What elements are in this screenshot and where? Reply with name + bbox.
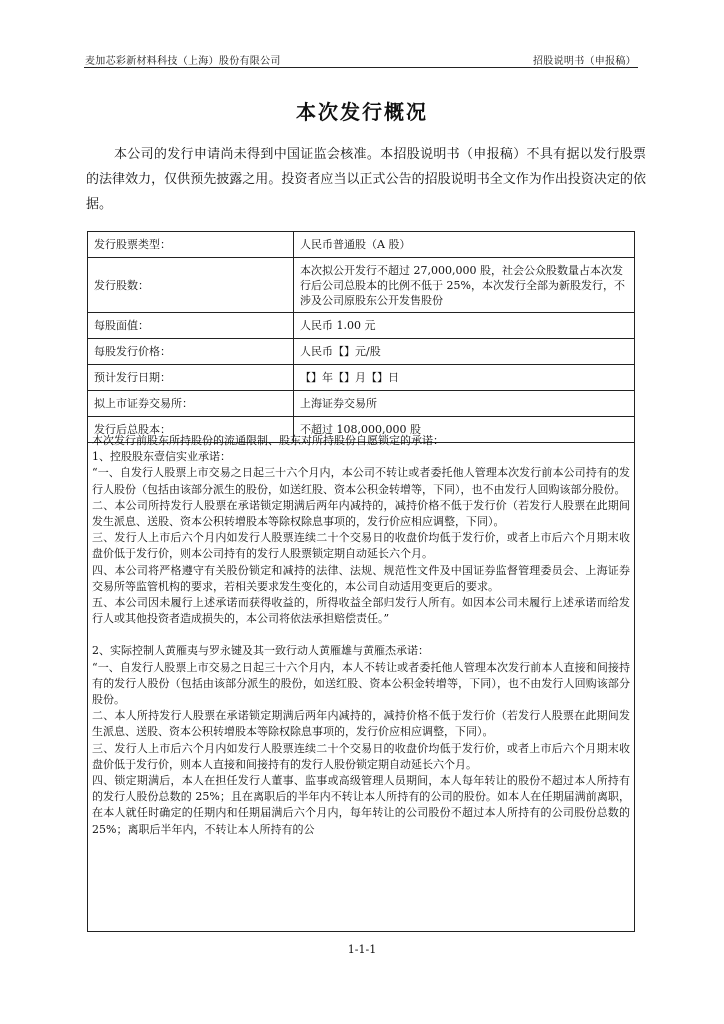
header-company-name: 麦加芯彩新材料科技（上海）股份有限公司 <box>85 56 281 67</box>
row-value: 【】年【】月【】日 <box>294 365 635 391</box>
row-value: 人民币普通股（A 股） <box>294 232 635 258</box>
row-value: 本次拟公开发行不超过 27,000,000 股，社会公众股数量占本次发行后公司总股本的比例不低于 25%，本次发行全部为新股发行，不涉及公司原股东公开发售股份 <box>294 258 635 313</box>
commitment-paragraph: “一、自发行人股票上市交易之日起三十六个月内，本人不转让或者委托他人管理本次发行前本人直接和间接持有的发行人股份（包括由该部分派生的股份，如送红股、资本公积金转增等，下同），也不由发行人回购该部分股份。 <box>92 660 630 707</box>
header-divider <box>84 67 638 68</box>
commitment-paragraph: 四、锁定期满后，本人在担任发行人董事、监事或高级管理人员期间，本人每年转让的股份不超过本人所持有的发行人股份总数的 25%；且在离职后的半年内不转让本人所持有的公司的股份。如本人在任期届满前离职，在本人就任时确定的任期内和任期届满后六个月内，每年转让的公司股份不超过本人所持有的公司股份总数的 25%；离职后半年内，不转让本人所持有的公 <box>92 774 630 836</box>
commitment-paragraph: “一、自发行人股票上市交易之日起三十六个月内，本公司不转让或者委托他人管理本次发行前本公司持有的发行人股份（包括由该部分派生的股份，如送红股、资本公积金转增等，下同），也不由发行人回购该部分股份。 <box>92 466 630 496</box>
commitment-paragraph: 三、发行人上市后六个月内如发行人股票连续二十个交易日的收盘价均低于发行价，或者上市后六个月期末收盘价低于发行价，则本公司持有的发行人股票锁定期自动延长六个月。 <box>92 531 630 561</box>
table-row <box>88 258 635 313</box>
section-title: 2、实际控制人黄雁夷与罗永键及其一致行动人黄雁雄与黄雁杰承诺： <box>92 644 429 658</box>
row-key: 发行后总股本： <box>88 417 294 443</box>
page-number: 1-1-1 <box>347 943 377 956</box>
intro-paragraph: 本公司的发行申请尚未得到中国证监会核准。本招股说明书（申报稿）不具有据以发行股票的法律效力，仅供预先披露之用。投资者应当以正式公告的招股说明书全文作为作出投资决定的依据。 <box>86 147 646 212</box>
commitment-paragraph: 二、本人所持发行人股票在承诺锁定期满后两年内减持的，减持价格不低于发行价（若发行人股票在此期间发生派息、送股、资本公积转增股本等除权除息事项的，发行价应相应调整，下同）。 <box>92 709 630 739</box>
row-key: 发行股数： <box>88 258 294 313</box>
row-key: 预计发行日期： <box>88 365 294 391</box>
table-row <box>88 313 635 339</box>
table-row <box>88 365 635 391</box>
page-title: 本次发行概况 <box>296 100 428 124</box>
offering-table <box>87 231 635 443</box>
commitment-paragraph: 二、本公司所持发行人股票在承诺锁定期满后两年内减持的，减持价格不低于发行价（若发行人股票在此期间发生派息、送股、资本公积转增股本等除权除息事项的，发行价应相应调整，下同）。 <box>92 498 630 529</box>
table-row <box>88 339 635 365</box>
row-key: 发行股票类型： <box>88 232 294 258</box>
row-value: 上海证券交易所 <box>294 391 635 417</box>
row-key: 每股面值： <box>88 313 294 339</box>
section-title: 1、控股股东壹信实业承诺： <box>92 450 231 464</box>
table-row <box>88 391 635 417</box>
row-key: 每股发行价格： <box>88 339 294 365</box>
commitment-paragraph: 五、本公司因未履行上述承诺而获得收益的，所得收益全部归发行人所有。如因本公司未履行上述承诺而给发行人或其他投资者造成损失的，本公司将依法承担赔偿责任。” <box>92 596 630 626</box>
row-value: 人民币【】元/股 <box>294 339 635 365</box>
row-key: 拟上市证券交易所： <box>88 391 294 417</box>
row-value: 人民币 1.00 元 <box>294 313 635 339</box>
header-document-type: 招股说明书（申报稿） <box>533 56 636 67</box>
commitment-paragraph: 三、发行人上市后六个月内如发行人股票连续二十个交易日的收盘价均低于发行价，或者上市后六个月期末收盘价低于发行价，则本人直接和间接持有的发行人股份锁定期自动延长六个月。 <box>92 741 630 771</box>
row-value: 不超过 108,000,000 股 <box>294 417 635 443</box>
lockup-commitments-cell <box>87 432 635 932</box>
table-row <box>88 232 635 258</box>
commitments-heading: 本次发行前股东所持股份的流通限制、股东对所持股份自愿锁定的承诺： <box>92 434 444 447</box>
commitment-paragraph: 四、本公司将严格遵守有关股份锁定和减持的法律、法规、规范性文件及中国证券监督管理委员会、上海证券交易所等监管机构的要求，若相关要求发生变化的，本公司自动适用变更后的要求。 <box>92 563 630 593</box>
